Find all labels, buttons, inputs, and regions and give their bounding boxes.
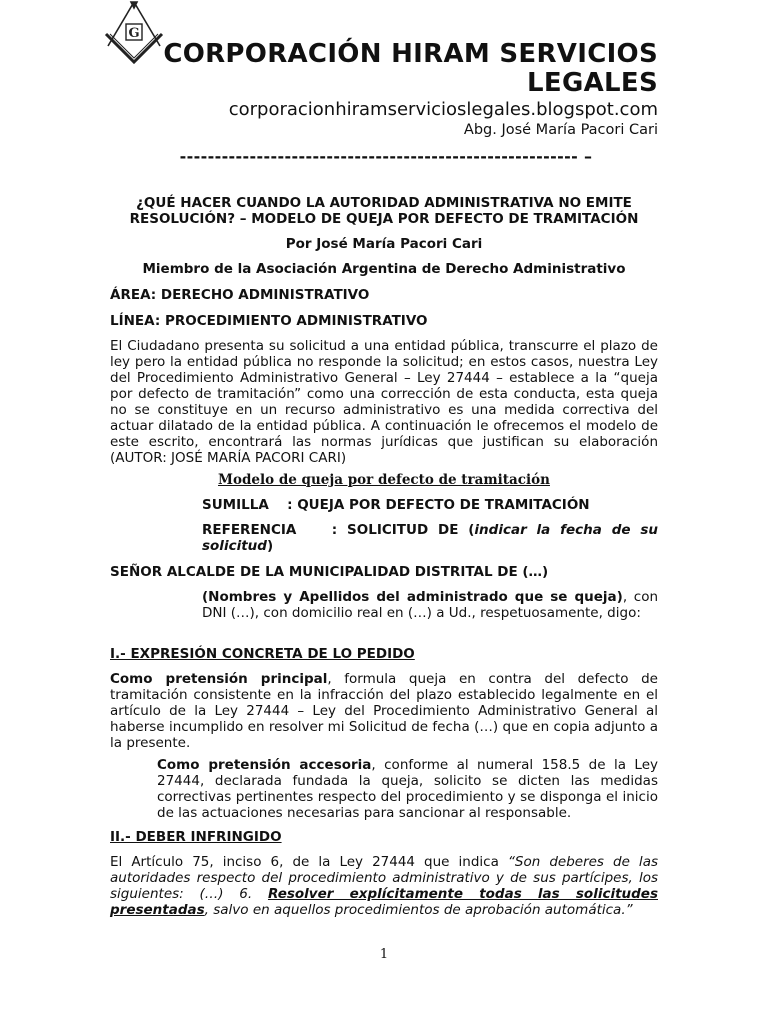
accessory-claim-bold: Como pretensión accesoria [157, 757, 372, 773]
principal-claim-bold: Como pretensión principal [110, 671, 328, 687]
article-title: ¿QUÉ HACER CUANDO LA AUTORIDAD ADMINISTRATIVA NO EMITE RESOLUCIÓN? – MODELO DE QUEJA POR DEFECTO DE TRAMITACIÓN [129, 195, 639, 227]
reference-row [202, 522, 658, 554]
section1-paragraph1 [110, 671, 658, 751]
reference-close: ) [266, 538, 274, 554]
intro-text-b: como una corrección de esta conducta, esta queja no se constituye en un recurso administrativo es una medida correctiva del actuar dilatado de la entidad pública. A continuación le ofrecemos el modelo de este escrito, encontrará las normas jurídicas que justifican su elaboración (AUTOR: JOSÉ MARÍA PACORI CARI) [110, 386, 658, 466]
line-label: LÍNEA: PROCEDIMIENTO ADMINISTRATIVO [110, 313, 428, 329]
article75-text: El Artículo 75, inciso 6, de la Ley 27444 que indica [110, 854, 508, 870]
section1-paragraph2 [157, 757, 658, 821]
petitioner-rest: , con DNI (…), con domicilio real en (…) a Ud., respetuosamente, digo: [202, 589, 659, 621]
accessory-claim-text: , conforme al numeral 158.5 de la Ley 27444, declarada fundada la queja, solicito se dicten las medidas correctivas pertinentes respecto del procedimiento y se disponga el inicio de las actuaciones necesarias para sancionar al responsable. [157, 757, 658, 821]
sumilla-label: SUMILLA [202, 497, 269, 513]
reference-label: REFERENCIA [202, 522, 297, 538]
section2-paragraph [110, 854, 658, 918]
membership: Miembro de la Asociación Argentina de Derecho Administrativo [142, 261, 626, 277]
reference-value: : SOLICITUD DE ( [331, 522, 475, 538]
section1-heading: I.- EXPRESIÓN CONCRETA DE LO PEDIDO [110, 646, 415, 662]
intro-quote: “queja por defecto de tramitación” [110, 370, 658, 402]
section2-heading: II.- DEBER INFRINGIDO [110, 829, 282, 845]
addressee: SEÑOR ALCALDE DE LA MUNICIPALIDAD DISTRITAL DE (…) [110, 564, 549, 580]
sumilla-value: : QUEJA POR DEFECTO DE TRAMITACIÓN [287, 497, 590, 513]
sumilla-row [202, 497, 658, 513]
area-label: ÁREA: DERECHO ADMINISTRATIVO [110, 287, 370, 303]
reference-italic: indicar la fecha de su solicitud [202, 522, 658, 554]
intro-paragraph [110, 338, 658, 466]
separator-line: --------------------------------------------------------- – [179, 147, 593, 166]
principal-claim-text: , formula queja en contra del defecto de tramitación consistente en la infracción del plazo establecido legalmente en el artículo de la Ley 27444 – Ley del Procedimiento Administrativo General al haberse incumplido en resolver mi Solicitud de fecha (…) que en copia adjunto a la presente. [110, 671, 658, 751]
model-heading: Modelo de queja por defecto de tramitación [218, 472, 550, 488]
article75-quote: “Son deberes de las autoridades respecto del procedimiento administrativo y de sus partícipes, los siguientes: (…) 6. [110, 854, 658, 902]
petitioner-paragraph [202, 589, 658, 621]
article75-end: , salvo en aquellos procedimientos de aprobación automática.” [204, 902, 633, 918]
intro-text-a: El Ciudadano presenta su solicitud a una entidad pública, transcurre el plazo de ley pero la entidad pública no responde la solicitud; en estos casos, nuestra Ley del Procedimiento Administrativo General – Ley 27444 – establece a la [110, 338, 658, 386]
organization-title: CORPORACIÓN HIRAM SERVICIOS LEGALES [163, 39, 658, 98]
model-heading-row [110, 472, 658, 488]
article75-emphasis: Resolver explícitamente todas las solicitudes presentadas [110, 886, 658, 918]
byline: Por José María Pacori Cari [285, 236, 483, 252]
blog-url: corporacionhiramservicioslegales.blogspot.com [228, 99, 658, 120]
petitioner-bold: (Nombres y Apellidos del administrado que se queja) [202, 589, 623, 605]
page-number: 1 [379, 947, 389, 962]
svg-text:G: G [128, 26, 140, 41]
header-author: Abg. José María Pacori Cari [463, 122, 658, 138]
